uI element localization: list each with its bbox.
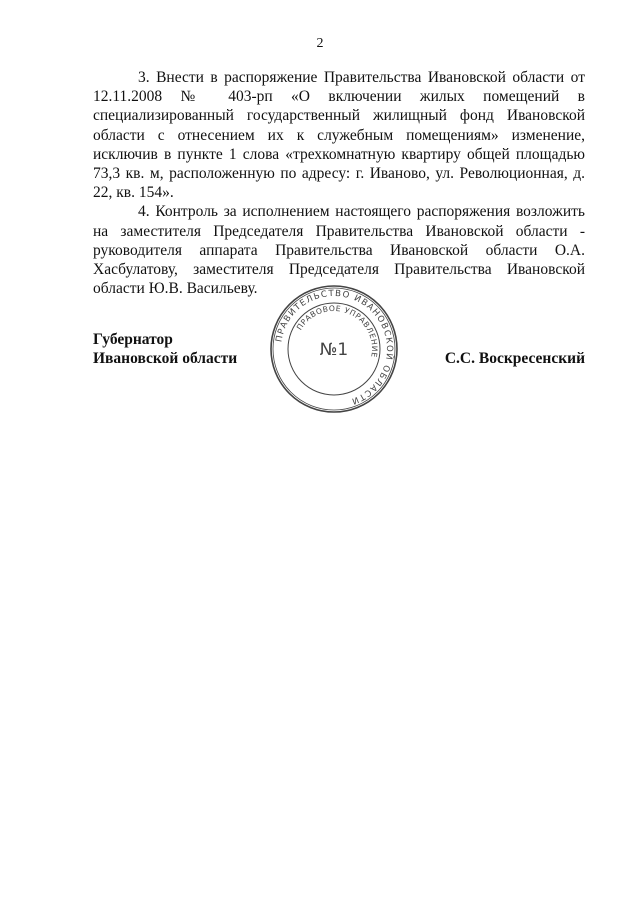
official-stamp	[269, 284, 399, 414]
paragraph-3: 3. Внести в распоряжение Правительства Ивановской области от 12.11.2008 № 403-рп «О включении жилых помещений в специализированный государственный жилищный фонд Ивановской области с отнесением их к служебным помещениям» изменение, исключив в пункте 1 слова «трехкомнатную квартиру общей площадью 73,3 кв. м, расположенную по адресу: г. Иваново, ул. Революционная, д. 22, кв. 154».	[93, 69, 585, 202]
stamp-center-text: №1	[319, 340, 349, 360]
signer-name: С.С. Воскресенский	[444, 350, 585, 367]
stamp-seal-icon	[269, 284, 399, 414]
signer-title-line1: Губернатор	[93, 331, 173, 348]
page-number: 2	[316, 36, 324, 51]
signer-title	[93, 330, 237, 368]
document-body	[93, 68, 585, 298]
paragraph-4: 4. Контроль за исполнением настоящего распоряжения возложить на заместителя Председателя Правительства Ивановской области - руководителя аппарата Правительства Ивановской области О.А. Хасбулатову, заместителя Председателя Правительства Ивановской области Ю.В. Васильеву.	[93, 203, 585, 298]
signer-title-line2: Ивановской области	[93, 350, 238, 368]
stamp-inner-text: ПРАВОВОЕ УПРАВЛЕНИЕ	[294, 303, 380, 359]
stamp-outer-text: ПРАВИТЕЛЬСТВО ИВАНОВСКОЙ ОБЛАСТИ	[274, 288, 395, 407]
